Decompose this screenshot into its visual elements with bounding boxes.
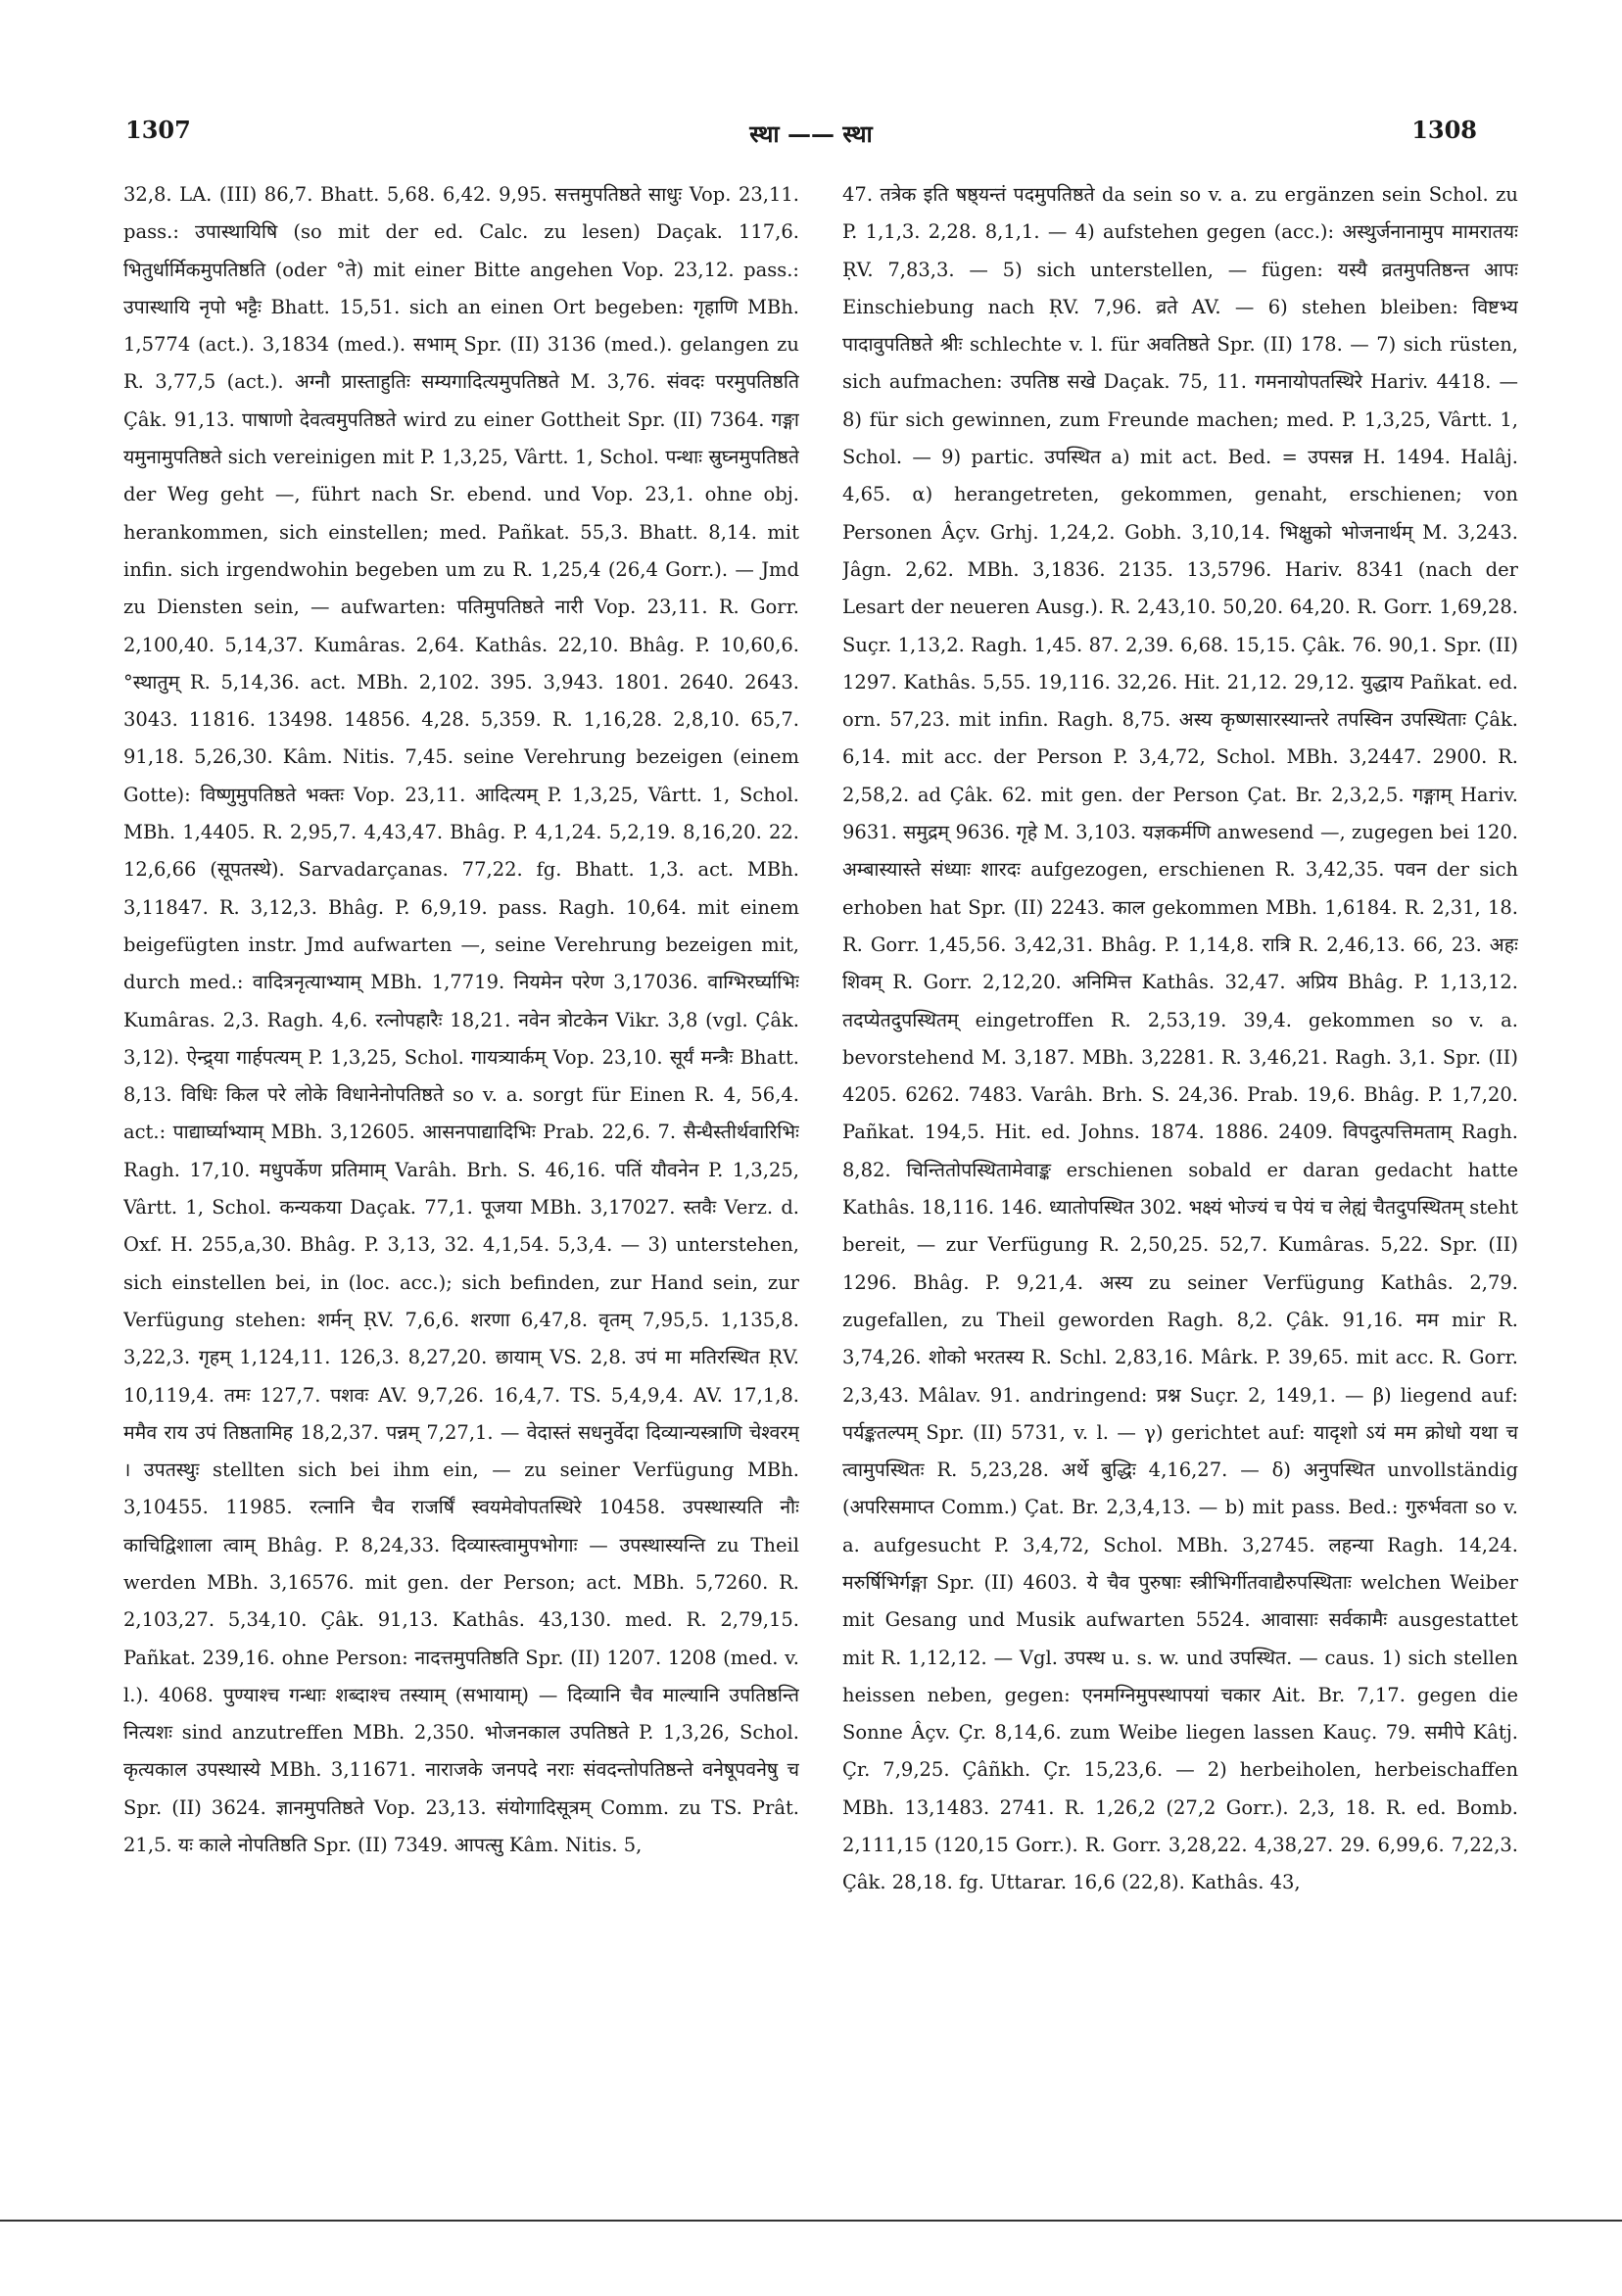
right-column-text: 47. तत्रेक इति षष्ठ्यन्तं पदमुपतिष्ठते da sein so v. a. zu ergänzen sein Schol. zu P. 1,1,3. 2,28. 8,1,1. — 4) aufstehen gegen (acc.): अस्थुर्जनानामुप मामरातयः ṚV. 7,83,3. — 5) sich unterstellen, — fügen: यस्यै व्रतमुपतिष्ठन्त आपः Einschiebung nach ṚV. 7,96. व्रते AV. — 6) stehen bleiben: विष्टभ्य पादावुपतिष्ठते श्रीः schlechte v. l. für अवतिष्ठते Spr. (II) 178. — 7) sich rüsten, sich aufmachen: उपतिष्ठ सखे Daçak. 75, 11. गमनायोपतस्थिरे Hariv. 4418. — 8) für sich gewinnen, zum Freunde machen; med. P. 1,3,25, Vârtt. 1, Schol. — 9) partic. उपस्थित a) mit act. Bed. = उपसन्न H. 1494. Halâj. 4,65. α) herangetreten, gekommen, genaht, erschienen; von Personen Âçv. Grhj. 1,24,2. Gobh. 3,10,14. भिक्षुको भोजनार्थम् M. 3,243. Jâgn. 2,62. MBh. 3,1836. 2135. 13,5796. Hariv. 8341 (nach der Lesart der neueren Ausg.). R. 2,43,10. 50,20. 64,20. R. Gorr. 1,69,28. Suçr. 1,13,2. Ragh. 1,45. 87. 2,39. 6,68. 15,15. Çâk. 76. 90,1. Spr. (II) 1297. Kathâs. 5,55. 19,116. 32,26. Hit. 21,12. 29,12. युद्धाय Pañkat. ed. orn. 57,23. mit infin. Ragh. 8,75. अस्य कृष्णसारस्यान्तरे तपस्विन उपस्थिताः Çâk. 6,14. mit acc. der Person P. 3,4,72, Schol. MBh. 3,2447. 2900. R. 2,58,2. ad Çâk. 62. mit gen. der Person Çat. Br. 2,3,2,5. गङ्गाम् Hariv. 9631. समुद्रम् 9636. गृहे M. 3,103. यज्ञकर्मणि anwesend —, zugegen bei 120. अम्बास्यास्ते संध्याः शारदः aufgezogen, erschienen R. 3,42,35. पवन der sich erhoben hat Spr. (II) 2243. काल gekommen MBh. 1,6184. R. 2,31, 18. R. Gorr. 1,45,56. 3,42,31. Bhâg. P. 1,14,8. रात्रि R. 2,46,13. 66, 23. अहः शिवम् R. Gorr. 2,12,20. अनिमित्त Kathâs. 32,47. अप्रिय Bhâg. P. 1,13,12. तदप्येतदुपस्थितम् eingetroffen R. 2,53,19. 39,4. gekommen so v. a. bevorstehend M. 3,187. MBh. 3,2281. R. 3,46,21. Ragh. 3,1. Spr. (II) 4205. 6262. 7483. Varâh. Brh. S. 24,36. Prab. 19,6. Bhâg. P. 1,7,20. Pañkat. 194,5. Hit. ed. Johns. 1874. 1886. 2409. विपदुत्पत्तिमताम् Ragh. 8,82. चिन्तितोपस्थितामेवाङ्क erschienen sobald er daran gedacht hatte Kathâs. 18,116. 146. ध्यातोपस्थित 302. भक्ष्यं भोज्यं च पेयं च लेह्यं चैतदुपस्थितम् steht bereit, — zur Verfügung R. 2,50,25. 52,7. Kumâras. 5,22. Spr. (II) 1296. Bhâg. P. 9,21,4. अस्य zu seiner Verfügung Kathâs. 2,79. zugefallen, zu Theil geworden Ragh. 8,2. Çâk. 91,16. मम mir R. 3,74,26. शोको भरतस्य R. Schl. 2,83,16. Mârk. P. 39,65. mit acc. R. Gorr. 2,3,43. Mâlav. 91. andringend: प्रश्न Suçr. 2, 149,1. — β) liegend auf: पर्यङ्कतल्पम् Spr. (II) 5731, v. l. — γ) gerichtet auf: यादृशो ऽयं मम क्रोधो यथा च त्वामुपस्थितः R. 5,23,28. अर्थे बुद्धिः 4,16,27. — δ) अनुपस्थित unvollständig (अपरिसमाप्त Comm.) Çat. Br. 2,3,4,13. — b) mit pass. Bed.: गुरुर्भवता so v. a. aufgesucht P. 3,4,72, Schol. MBh. 3,2745. लहन्या Ragh. 14,24. मरुर्षिभिर्गङ्गा Spr. (II) 4603. ये चैव पुरुषाः स्त्रीभिर्गीतवाद्यैरुपस्थिताः welchen Weiber mit Gesang und Musik aufwarten 5524. आवासाः सर्वकामैः ausgestattet mit R. 1,12,12. — Vgl. उपस्थ u. s. w. und उपस्थित. — caus. 1) sich stellen heissen neben, gegen: एनमग्निमुपस्थापयां चकार Ait. Br. 7,17. gegen die Sonne Âçv. Çr. 8,14,6. zum Weibe liegen lassen Kauç. 79. समीपे Kâtj. Çr. 7,9,25. Çâñkh. Çr. 15,23,6. — 2) herbeiholen, herbeischaffen MBh. 13,1483. 2741. R. 1,26,2 (27,2 Gorr.). 2,3, 18. R. ed. Bomb. 2,111,15 (120,15 Gorr.). R. Gorr. 3,28,22. 4,38,27. 29. 6,99,6. 7,22,3. Çâk. 28,18. fg. Uttarar. 16,6 (22,8). Kathâs. 43,: [842, 183, 1518, 1894]
page-header: [0, 116, 1622, 165]
footer-rule: [0, 2220, 1622, 2222]
left-column-text: 32,8. LA. (III) 86,7. Bhatt. 5,68. 6,42. 9,95. सत्तमुपतिष्ठते साधुः Vop. 23,11. pass.: उपास्थायिषि (so mit der ed. Calc. zu lesen) Daçak. 117,6. भितुर्धार्मिकमुपतिष्ठति (oder °ते) mit einer Bitte angehen Vop. 23,12. pass.: उपास्थायि नृपो भट्टैः Bhatt. 15,51. sich an einen Ort begeben: गृहाणि MBh. 1,5774 (act.). 3,1834 (med.). सभाम् Spr. (II) 3136 (med.). gelangen zu R. 3,77,5 (act.). अग्नौ प्रास्ताहुतिः सम्यगादित्यमुपतिष्ठते M. 3,76. संवदः परमुपतिष्ठति Çâk. 91,13. पाषाणो देवत्वमुपतिष्ठते wird zu einer Gottheit Spr. (II) 7364. गङ्गा यमुनामुपतिष्ठते sich vereinigen mit P. 1,3,25, Vârtt. 1, Schol. पन्थाः स्रुघ्नमुपतिष्ठते der Weg geht —, führt nach Sr. ebend. und Vop. 23,1. ohne obj. herankommen, sich einstellen; med. Pañkat. 55,3. Bhatt. 8,14. mit infin. sich irgendwohin begeben um zu R. 1,25,4 (26,4 Gorr.). — Jmd zu Diensten sein, — aufwarten: पतिमुपतिष्ठते नारी Vop. 23,11. R. Gorr. 2,100,40. 5,14,37. Kumâras. 2,64. Kathâs. 22,10. Bhâg. P. 10,60,6. °स्थातुम् R. 5,14,36. act. MBh. 2,102. 395. 3,943. 1801. 2640. 2643. 3043. 11816. 13498. 14856. 4,28. 5,359. R. 1,16,28. 2,8,10. 65,7. 91,18. 5,26,30. Kâm. Nitis. 7,45. seine Verehrung bezeigen (einem Gotte): विष्णुमुपतिष्ठते भक्तः Vop. 23,11. आदित्यम् P. 1,3,25, Vârtt. 1, Schol. MBh. 1,4405. R. 2,95,7. 4,43,47. Bhâg. P. 4,1,24. 5,2,19. 8,16,20. 22. 12,6,66 (सूपतस्थे). Sarvadarçanas. 77,22. fg. Bhatt. 1,3. act. MBh. 3,11847. R. 3,12,3. Bhâg. P. 6,9,19. pass. Ragh. 10,64. mit einem beigefügten instr. Jmd aufwarten —, seine Verehrung bezeigen mit, durch med.: वादित्रनृत्याभ्याम् MBh. 1,7719. नियमेन परेण 3,17036. वाग्भिरर्घ्याभिः Kumâras. 2,3. Ragh. 4,6. रत्नोपहारैः 18,21. नवेन त्रोटकेन Vikr. 3,8 (vgl. Çâk. 3,12). ऐन्द्र्या गार्हपत्यम् P. 1,3,25, Schol. गायत्र्यार्कम् Vop. 23,10. सूर्यं मन्त्रैः Bhatt. 8,13. विधिः किल परे लोके विधानेनोपतिष्ठते so v. a. sorgt für Einen R. 4, 56,4. act.: पाद्यार्घ्याभ्याम् MBh. 3,12605. आसनपाद्यादिभिः Prab. 22,6. 7. सैन्धैस्तीर्थवारिभिः Ragh. 17,10. मधुपर्केण प्रतिमाम् Varâh. Brh. S. 46,16. पतिं यौवनेन P. 1,3,25, Vârtt. 1, Schol. कन्यकया Daçak. 77,1. पूजया MBh. 3,17027. स्तवैः Verz. d. Oxf. H. 255,a,30. Bhâg. P. 3,13, 32. 4,1,54. 5,3,4. — 3) unterstehen, sich einstellen bei, in (loc. acc.); sich befinden, zur Hand sein, zur Verfügung stehen: शर्मन् ṚV. 7,6,6. शरणा 6,47,8. वृतम् 7,95,5. 1,135,8. 3,22,3. गृहम् 1,124,11. 126,3. 8,27,20. छायाम् VS. 2,8. उपं मा मतिरस्थित ṚV. 10,119,4. तमः 127,7. पशवः AV. 9,7,26. 16,4,7. TS. 5,4,9,4. AV. 17,1,8. ममैव राय उपं तिष्ठतामिह 18,2,37. पन्नम् 7,27,1. — वेदास्तं सधनुर्वेदा दिव्यान्यस्त्राणि चेश्वरम् । उपतस्थुः stellten sich bei ihm ein, — zu seiner Verfügung MBh. 3,10455. 11985. रत्नानि चैव राजर्षिं स्वयमेवोपतस्थिरे 10458. उपस्थास्यति नौः काचिद्विशाला त्वाम् Bhâg. P. 8,24,33. दिव्यास्त्वामुपभोगाः — उपस्थास्यन्ति zu Theil werden MBh. 3,16576. mit gen. der Person; act. MBh. 5,7260. R. 2,103,27. 5,34,10. Çâk. 91,13. Kathâs. 43,130. med. R. 2,79,15. Pañkat. 239,16. ohne Person: नादत्तमुपतिष्ठति Spr. (II) 1207. 1208 (med. v. l.). 4068. पुण्याश्च गन्धाः शब्दाश्च तस्याम् (सभायाम्) — दिव्यानि चैव माल्यानि उपतिष्ठन्ति नित्यशः sind anzutreffen MBh. 2,350. भोजनकाल उपतिष्ठते P. 1,3,26, Schol. कृत्यकाल उपस्थास्ये MBh. 3,11671. नाराजके जनपदे नराः संवदन्तोपतिष्ठन्ते वनेषूपवनेषु च Spr. (II) 3624. ज्ञानमुपतिष्ठते Vop. 23,13. संयोगादिसूत्रम् Comm. zu TS. Prât. 21,5. यः काले नोपतिष्ठति Spr. (II) 7349. आपत्सु Kâm. Nitis. 5,: [123, 183, 799, 1857]
running-headword: स्था —— स्था: [749, 120, 873, 148]
page-number-left: 1307: [125, 116, 191, 144]
page-number-right: 1308: [1411, 116, 1477, 144]
left-column: [123, 176, 799, 2086]
right-column: [842, 176, 1518, 2086]
